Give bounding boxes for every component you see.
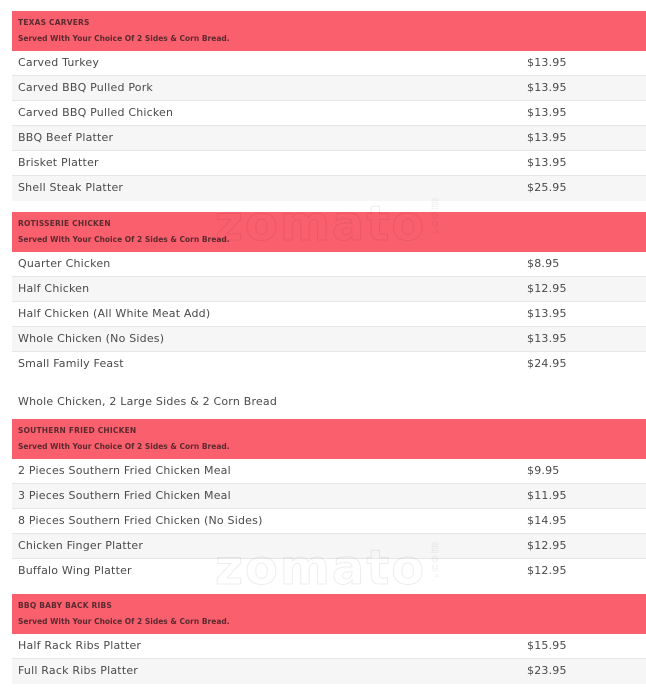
section-subtitle: Served With Your Choice Of 2 Sides & Corn Bread. bbox=[18, 617, 230, 626]
menu-item-price: $12.95 bbox=[527, 564, 567, 577]
menu-item-row bbox=[12, 126, 646, 151]
menu-item-row bbox=[12, 252, 646, 277]
menu-item-name: Carved Turkey bbox=[18, 56, 100, 69]
menu-item-row bbox=[12, 634, 646, 659]
menu-item-name: Quarter Chicken bbox=[18, 257, 111, 270]
section-title: TEXAS CARVERS bbox=[18, 18, 90, 27]
menu-item-row bbox=[12, 51, 646, 76]
menu-item-price: $9.95 bbox=[527, 464, 560, 477]
menu-item-name: 3 Pieces Southern Fried Chicken Meal bbox=[18, 489, 231, 502]
menu-item-row bbox=[12, 659, 646, 684]
menu-item-row bbox=[12, 101, 646, 126]
menu-section-rotisserie-chicken bbox=[12, 212, 646, 419]
menu-item-row bbox=[12, 151, 646, 176]
menu-item-price: $23.95 bbox=[527, 664, 567, 677]
menu-item-name: Chicken Finger Platter bbox=[18, 539, 144, 552]
menu-item-row bbox=[12, 176, 646, 201]
menu-item-name: BBQ Beef Platter bbox=[18, 131, 114, 144]
menu-section-texas-carvers bbox=[12, 11, 646, 201]
menu-item-row bbox=[12, 277, 646, 302]
section-subtitle: Served With Your Choice Of 2 Sides & Corn Bread. bbox=[18, 34, 230, 43]
menu-item-name: Small Family Feast bbox=[18, 357, 124, 370]
menu-item-price: $8.95 bbox=[527, 257, 560, 270]
menu-item-price: $13.95 bbox=[527, 156, 567, 169]
menu-item-description: Whole Chicken, 2 Large Sides & 2 Corn Bread bbox=[18, 395, 278, 408]
menu-item-name: Carved BBQ Pulled Chicken bbox=[18, 106, 174, 119]
section-subtitle: Served With Your Choice Of 2 Sides & Corn Bread. bbox=[18, 442, 230, 451]
menu-item-name: Whole Chicken (No Sides) bbox=[18, 332, 165, 345]
menu-item-row bbox=[12, 534, 646, 559]
menu-item-price: $11.95 bbox=[527, 489, 567, 502]
menu-item-price: $13.95 bbox=[527, 106, 567, 119]
menu-item-price: $12.95 bbox=[527, 539, 567, 552]
menu-item-price: $25.95 bbox=[527, 181, 567, 194]
menu-item-price: $15.95 bbox=[527, 639, 567, 652]
menu-item-price: $13.95 bbox=[527, 307, 567, 320]
menu-item-price: $13.95 bbox=[527, 332, 567, 345]
menu-item-name: Buffalo Wing Platter bbox=[18, 564, 132, 577]
menu-item-name: Brisket Platter bbox=[18, 156, 99, 169]
section-title: SOUTHERN FRIED CHICKEN bbox=[18, 426, 137, 435]
menu-item-name: 8 Pieces Southern Fried Chicken (No Sides) bbox=[18, 514, 263, 527]
menu-item-row bbox=[12, 509, 646, 534]
menu-item-name: Carved BBQ Pulled Pork bbox=[18, 81, 153, 94]
menu-item-name: Half Chicken (All White Meat Add) bbox=[18, 307, 211, 320]
menu-item-row bbox=[12, 76, 646, 101]
menu-item-row bbox=[12, 559, 646, 584]
menu-item-price: $13.95 bbox=[527, 81, 567, 94]
menu-item-name: Full Rack Ribs Platter bbox=[18, 664, 139, 677]
menu-section-bbq-baby-back-ribs bbox=[12, 594, 646, 684]
menu-item-name: Half Rack Ribs Platter bbox=[18, 639, 142, 652]
section-subtitle: Served With Your Choice Of 2 Sides & Corn Bread. bbox=[18, 235, 230, 244]
watermark-text: zomato bbox=[215, 540, 427, 596]
menu-item-row bbox=[12, 484, 646, 509]
menu-item-row bbox=[12, 352, 646, 377]
menu-item-row bbox=[12, 302, 646, 327]
menu-item-price: $14.95 bbox=[527, 514, 567, 527]
menu-item-price: $24.95 bbox=[527, 357, 567, 370]
section-title: ROTISSERIE CHICKEN bbox=[18, 219, 111, 228]
section-header bbox=[12, 594, 646, 634]
section-title: BBQ BABY BACK RIBS bbox=[18, 601, 113, 610]
menu-item-name: Shell Steak Platter bbox=[18, 181, 124, 194]
menu-item-name: Half Chicken bbox=[18, 282, 90, 295]
section-header bbox=[12, 419, 646, 459]
menu-item-row bbox=[12, 459, 646, 484]
menu-item-row bbox=[12, 327, 646, 352]
section-header bbox=[12, 212, 646, 252]
section-header bbox=[12, 11, 646, 51]
menu-section-southern-fried-chicken bbox=[12, 419, 646, 584]
menu-item-name: 2 Pieces Southern Fried Chicken Meal bbox=[18, 464, 231, 477]
menu-item-price: $13.95 bbox=[527, 56, 567, 69]
menu-item-price: $12.95 bbox=[527, 282, 567, 295]
menu-item-price: $13.95 bbox=[527, 131, 567, 144]
